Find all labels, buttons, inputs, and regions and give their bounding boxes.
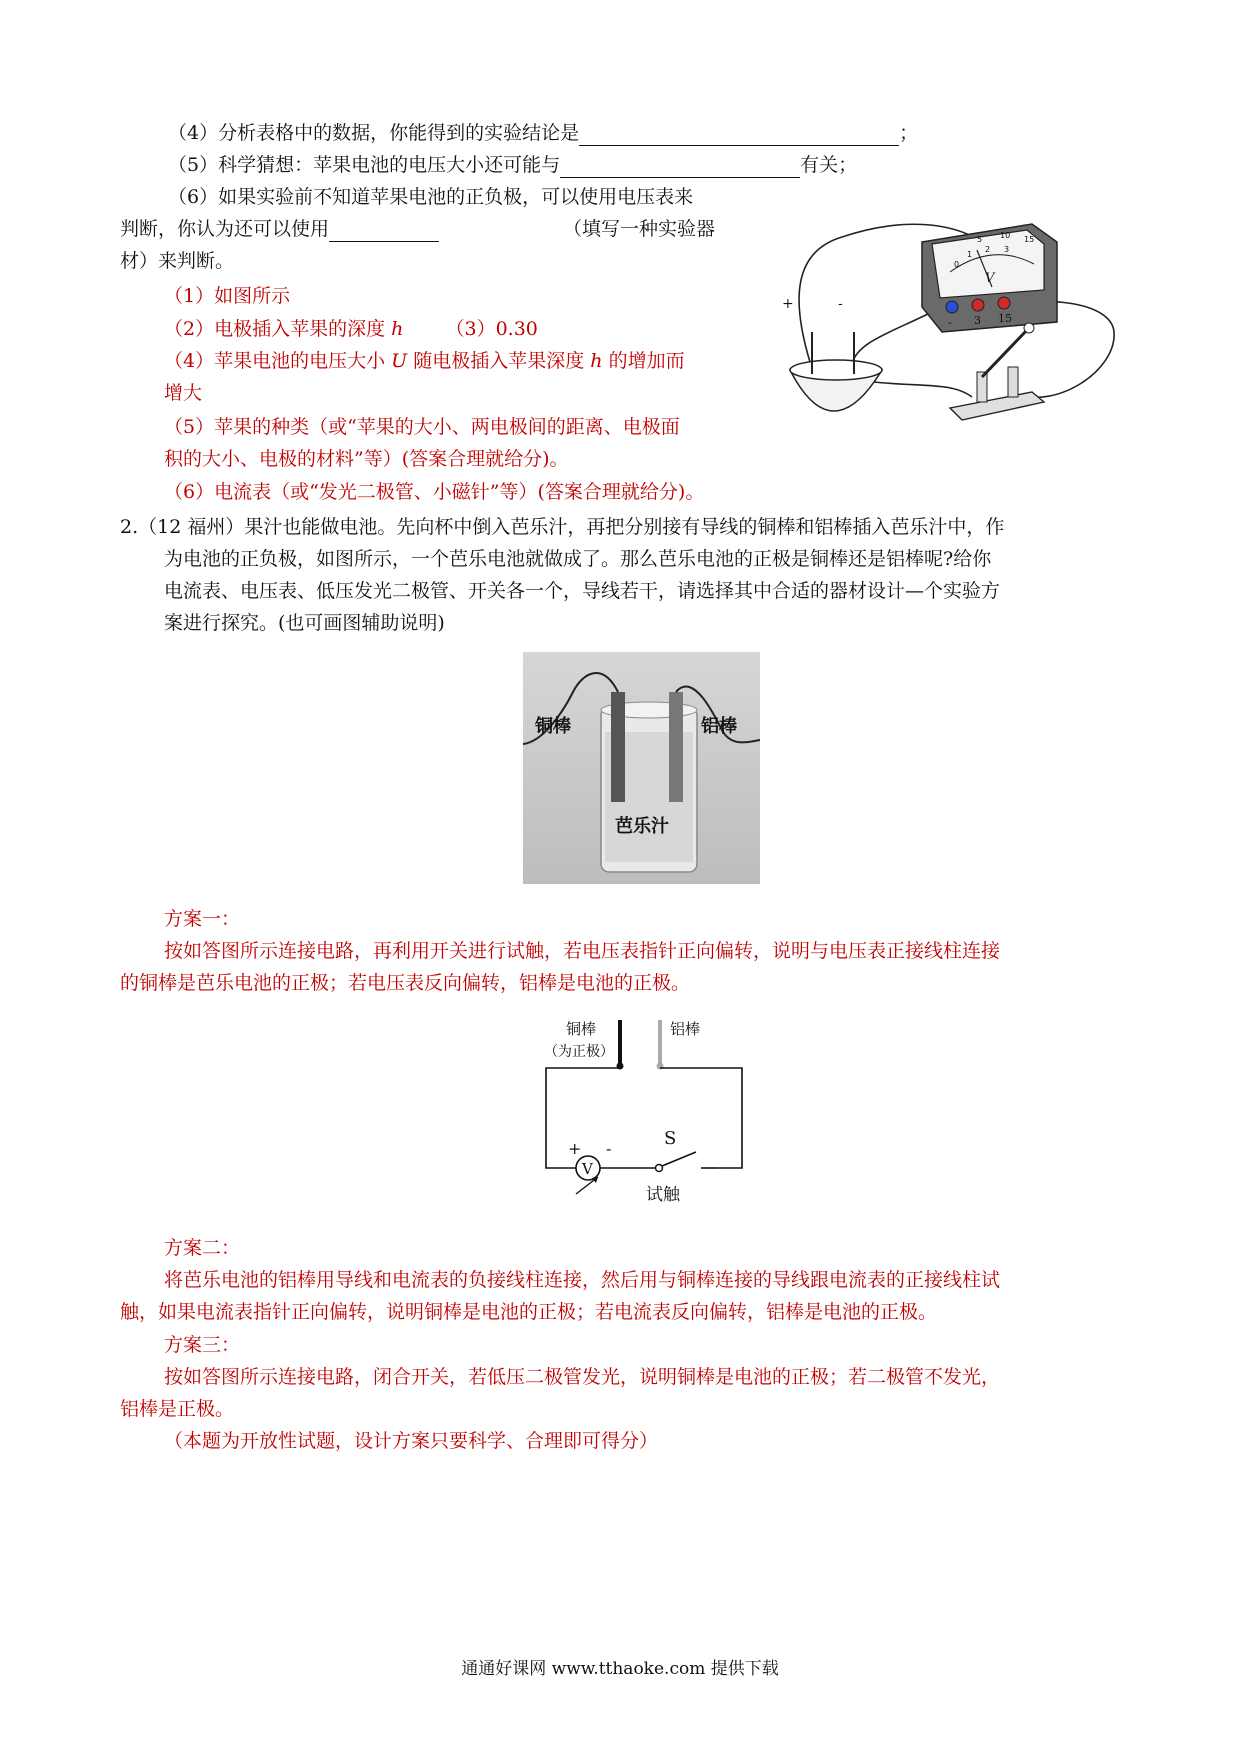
plan3-line2: 铝棒是正极。 xyxy=(120,1398,235,1420)
q2-line2: 为电池的正负极，如图所示，一个芭乐电池就做成了。那么芭乐电池的正极是铜棒还是铝棒呢?给你 xyxy=(164,548,992,570)
scale-label-2: 2 xyxy=(985,245,991,254)
voltmeter-letter: V xyxy=(985,271,995,286)
scale-label-0: 0 xyxy=(954,260,960,269)
answer1-item3: （3）0.30 xyxy=(445,318,538,340)
scale-label-4: 5 xyxy=(977,235,983,244)
plan2-line2: 触，如果电流表指针正向偏转，说明铜棒是电池的正极；若电流表反向偏转，铝棒是电池的正极。 xyxy=(120,1301,938,1323)
q2-line4: 案进行探究。(也可画图辅助说明) xyxy=(164,612,445,634)
circuit-diagram xyxy=(536,1012,752,1210)
terminal-label-3: 3 xyxy=(974,314,981,327)
circuit-copper-label: 铜棒 xyxy=(566,1020,597,1038)
page-footer: 通通好课网 www.tthaoke.com 提供下载 xyxy=(461,1659,779,1679)
q1-part5-text: （5）科学猜想：苹果电池的电压大小还可能与 xyxy=(168,154,561,176)
q1-part4-blank[interactable] xyxy=(579,125,899,146)
answer1-item4-c: 的增加而 xyxy=(608,350,685,372)
plan3-line1: 按如答图所示连接电路，闭合开关，若低压二极管发光，说明铜棒是电池的正极；若二极管不发光， xyxy=(164,1366,1001,1388)
plan2-title: 方案二： xyxy=(164,1237,241,1259)
plan3-title: 方案三： xyxy=(164,1334,241,1356)
answer1-item5-line2: 积的大小、电极的材料”等）(答案合理就给分)。 xyxy=(164,448,569,470)
q1-part6-line1: （6）如果实验前不知道苹果电池的正负极，可以使用电压表来 xyxy=(168,186,694,208)
apple-plus-label: + xyxy=(782,296,794,312)
plan3-note: （本题为开放性试题，设计方案只要科学、合理即可得分） xyxy=(164,1430,659,1452)
scale-label-1: 1 xyxy=(967,250,973,259)
answer1-item4-line2: 增大 xyxy=(164,382,203,404)
scale-label-6: 15 xyxy=(1024,235,1035,244)
q1-part6-line2 xyxy=(120,216,715,242)
circuit-minus-label: - xyxy=(606,1139,612,1158)
q1-part6-line2a: 判断，你认为还可以使用 xyxy=(120,218,330,240)
answer1-item4-a: （4）苹果电池的电压大小 xyxy=(164,350,386,372)
q1-part6-line3: 材）来判断。 xyxy=(120,250,235,272)
answer1-item4-b: 随电极插入苹果深度 xyxy=(413,350,585,372)
q1-part4-end: ； xyxy=(899,122,919,144)
answer1-item2-var: h xyxy=(391,318,404,340)
q1-part5-blank[interactable] xyxy=(560,157,800,178)
answer1-item4-line1 xyxy=(164,348,685,374)
q1-part4 xyxy=(168,120,918,146)
answer1-item5-line1: （5）苹果的种类（或“苹果的大小、两电极间的距离、电极面 xyxy=(164,416,680,438)
photo-juice-label: 芭乐汁 xyxy=(615,816,669,837)
guava-battery-photo xyxy=(523,652,760,884)
plan2-line1: 将芭乐电池的铝棒用导线和电流表的负接线柱连接，然后用与铜棒连接的导线跟电流表的正接线柱试 xyxy=(164,1269,1001,1291)
circuit-plus-label: + xyxy=(568,1139,582,1158)
q2-line3: 电流表、电压表、低压发光二极管、开关各一个，导线若干，请选择其中合适的器材设计—个实验方 xyxy=(164,580,1001,602)
apple-battery-figure xyxy=(782,212,1122,452)
answer1-item2 xyxy=(164,316,538,342)
answer1-item4-var-u: U xyxy=(391,350,408,372)
answer1-item1: （1）如图所示 xyxy=(164,285,291,307)
circuit-trial-label: 试触 xyxy=(646,1185,680,1205)
plan1-line2: 的铜棒是芭乐电池的正极；若电压表反向偏转，铝棒是电池的正极。 xyxy=(120,972,691,994)
circuit-switch-label: S xyxy=(664,1128,677,1149)
scale-label-5: 10 xyxy=(1000,231,1011,240)
voltmeter-icon xyxy=(922,224,1057,332)
q1-part4-text: （4）分析表格中的数据，你能得到的实验结论是 xyxy=(168,122,580,144)
circuit-voltmeter-letter: V xyxy=(582,1160,593,1178)
terminal-label-15: 15 xyxy=(998,312,1012,325)
terminal-label-neg: - xyxy=(948,316,952,329)
circuit-voltmeter-icon xyxy=(576,1156,600,1194)
photo-aluminum-label: 铝棒 xyxy=(701,716,737,737)
answer1-item4-var-h: h xyxy=(590,350,603,372)
q1-part5 xyxy=(168,152,857,178)
plan1-line1: 按如答图所示连接电路，再利用开关进行试触，若电压表指针正向偏转，说明与电压表正接线柱连接 xyxy=(164,940,1001,962)
photo-copper-label: 铜棒 xyxy=(535,716,571,737)
apple-minus-label: - xyxy=(838,296,843,312)
answer1-item2-text: （2）电极插入苹果的深度 xyxy=(164,318,386,340)
answer1-item6: （6）电流表（或“发光二极管、小磁针”等）(答案合理就给分)。 xyxy=(164,481,705,503)
q1-part6-blank[interactable] xyxy=(329,221,439,242)
q1-part6-line2b: （填写一种实验器 xyxy=(563,218,716,240)
circuit-copper-note: （为正极） xyxy=(544,1044,614,1060)
scale-label-3: 3 xyxy=(1004,245,1010,254)
circuit-aluminum-label: 铝棒 xyxy=(670,1020,701,1038)
q2-line1: 2.（12 福州）果汁也能做电池。先向杯中倒入芭乐汁，再把分别接有导线的铜棒和铝棒插入芭乐汁中，作 xyxy=(120,516,1005,538)
plan1-title: 方案一： xyxy=(164,908,241,930)
circuit-switch-icon xyxy=(656,1152,717,1172)
switch-icon xyxy=(950,323,1044,420)
q1-part5-end: 有关； xyxy=(800,154,858,176)
